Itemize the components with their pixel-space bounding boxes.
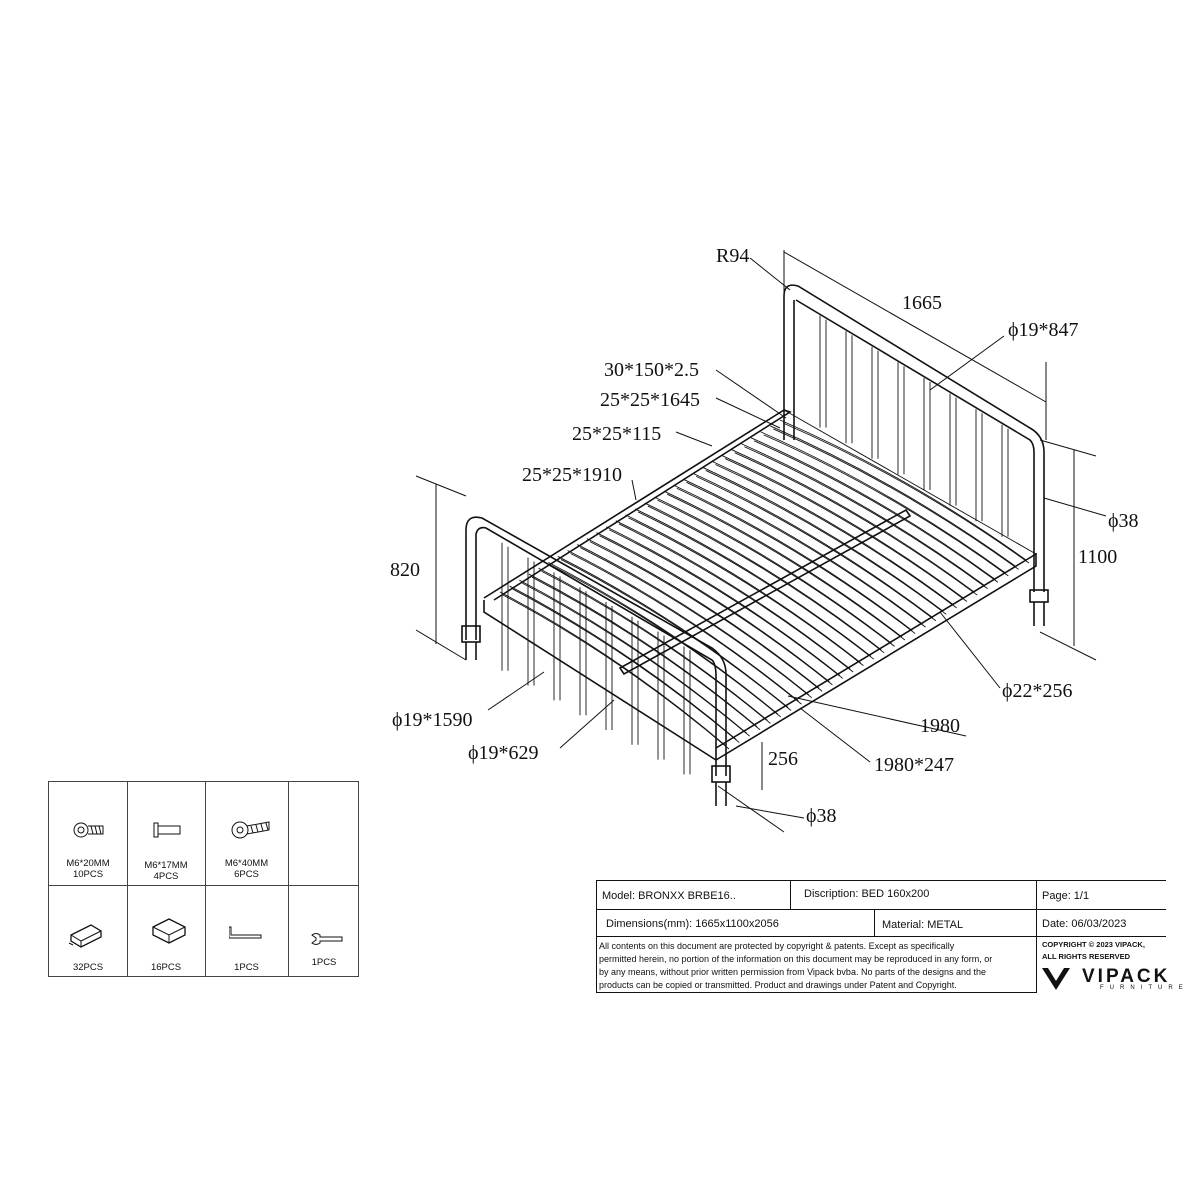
title-block (596, 880, 1189, 994)
hardware-label-2: M6*40MM 6PCS (224, 858, 269, 880)
bolt-m6x40-icon (231, 818, 271, 840)
end-cap-icon (149, 915, 187, 947)
slat-edge (503, 595, 729, 749)
description-field: Discription: BED 160x200 (804, 888, 930, 900)
dim-phi22-256: ϕ22*256 (1002, 680, 1073, 702)
dim-25-25-1645: 25*25*1645 (600, 389, 700, 411)
hardware-cell (49, 782, 127, 885)
slat-holder-icon (67, 921, 103, 949)
brand-name: VIPACK (1082, 966, 1171, 987)
hardware-label-1: M6*17MM 4PCS (144, 860, 188, 882)
bolt-m6x20-icon (73, 820, 105, 840)
dimensions-field: Dimensions(mm): 1665x1100x2056 (606, 918, 779, 930)
wrench-icon (310, 931, 344, 947)
hardware-cell-empty (288, 782, 360, 885)
dim-1665: 1665 (902, 292, 942, 314)
dim-1100: 1100 (1078, 546, 1118, 568)
hardware-label-7: 1PCS (311, 957, 337, 968)
dim-30-150-2-5: 30*150*2.5 (604, 359, 699, 381)
dim-phi38-bottom: ϕ38 (806, 805, 837, 827)
hardware-cell (205, 782, 288, 885)
hardware-label-6: 1PCS (234, 962, 259, 973)
hardware-cell (49, 885, 127, 978)
dim-1980-247: 1980*247 (874, 754, 954, 776)
slat-edge (571, 553, 802, 704)
hardware-table (48, 781, 359, 977)
slat-edge (580, 548, 812, 698)
dim-1980: 1980 (920, 715, 960, 737)
copyright-text: COPYRIGHT © 2023 VIPACK, ALL RIGHTS RESERVED (1042, 940, 1145, 961)
dim-phi19-629: ϕ19*629 (468, 742, 539, 764)
brand-subtitle: FURNITURE (1100, 985, 1189, 991)
dim-820: 820 (390, 559, 420, 581)
hardware-cell (127, 885, 205, 978)
hardware-cell (127, 782, 205, 885)
copyright-notice: All contents on this document are protected by copyright & patents. Except as specifically permitted herein, no portion of the information on this document may be reproduced in any form, or by any means, without prior written permission from Vipack bvba. No parts of the designs and the products can be copied or transmitted. Product and drawings under Patent and Copyright. (599, 941, 993, 990)
dim-phi38-top: ϕ38 (1108, 510, 1139, 532)
model-field: Model: BRONXX BRBE16.. (602, 890, 736, 902)
dim-25-25-115: 25*25*115 (572, 423, 662, 445)
hardware-label-5: 16PCS (150, 962, 182, 973)
vipack-logo-icon (1040, 966, 1080, 992)
slat (510, 586, 737, 740)
allen-key-icon (229, 925, 263, 941)
bed-frame (462, 285, 1048, 806)
slat (568, 550, 799, 701)
slat (529, 574, 757, 727)
dim-phi19-847: ϕ19*847 (1008, 319, 1079, 341)
dimension-labels (390, 245, 1139, 827)
material-field: Material: METAL (882, 919, 964, 931)
hardware-label-0: M6*20MM 10PCS (66, 858, 110, 880)
date-field: Date: 06/03/2023 (1042, 918, 1127, 930)
pin-m6x17-icon (153, 822, 181, 838)
dim-256: 256 (768, 748, 798, 770)
hardware-cell (205, 885, 288, 978)
dim-r94: R94 (716, 245, 750, 267)
page-field: Page: 1/1 (1042, 890, 1090, 902)
slat (558, 556, 788, 707)
dim-25-25-1910: 25*25*1910 (522, 464, 622, 486)
slat (539, 568, 768, 720)
dim-phi19-1590: ϕ19*1590 (392, 709, 473, 731)
slat-edge (513, 589, 740, 743)
hardware-label-4: 32PCS (72, 962, 104, 973)
hardware-cell (288, 885, 360, 978)
